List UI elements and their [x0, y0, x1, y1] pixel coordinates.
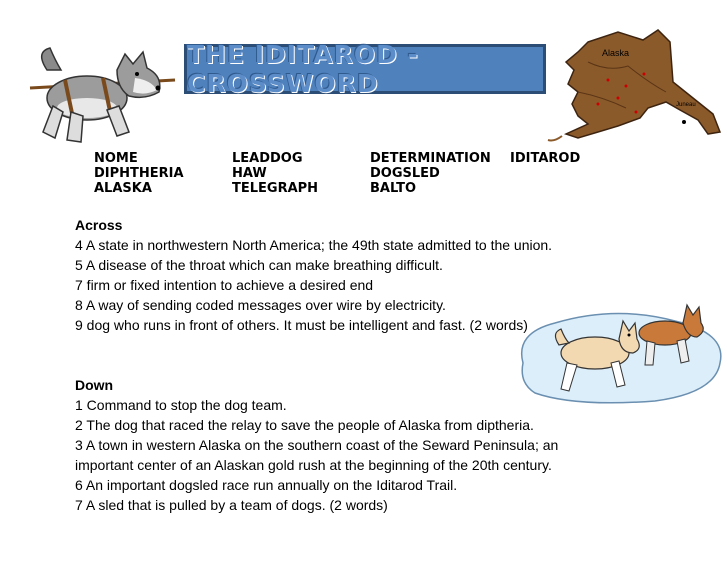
husky-dog-icon — [25, 40, 175, 150]
word-bank-item: NOME — [94, 151, 138, 166]
clue-item: 7 firm or fixed intention to achieve a desired end — [75, 277, 374, 293]
clue-item: 4 A state in northwestern North America; the 49th state admitted to the union. — [75, 237, 553, 253]
page-title: THE IDITAROD - CROSSWORD — [187, 40, 419, 98]
clue-item: 1 Command to stop the dog team. — [75, 397, 287, 413]
word-bank-item: DETERMINATION — [370, 151, 491, 166]
down-heading: Down — [75, 377, 114, 393]
clue-item: 6 An important dogsled race run annually on the Iditarod Trail. — [75, 477, 458, 493]
word-bank-column-4 — [510, 151, 580, 166]
word-bank-column-3 — [370, 151, 491, 196]
word-bank-item: BALTO — [370, 181, 417, 196]
word-bank-item: LEADDOG — [232, 151, 303, 166]
clue-item: 9 dog who runs in front of others. It must be intelligent and fast. (2 words) — [75, 317, 528, 333]
word-bank-item: DOGSLED — [370, 166, 440, 181]
map-label-alaska: Alaska — [602, 48, 630, 58]
alaska-map-icon — [548, 22, 723, 147]
word-bank-column-1 — [94, 151, 184, 196]
word-bank-item: TELEGRAPH — [232, 181, 319, 196]
word-bank-item: DIPHTHERIA — [94, 166, 184, 181]
clue-item: 5 A disease of the throat which can make breathing difficult. — [75, 257, 443, 273]
across-heading: Across — [75, 217, 123, 233]
title-banner — [184, 40, 546, 98]
clue-item: 3 A town in western Alaska on the southern coast of the Seward Peninsula; an — [75, 437, 559, 453]
clue-item: 8 A way of sending coded messages over wire by electricity. — [75, 297, 446, 313]
down-clues — [75, 375, 675, 515]
word-bank-item: IDITAROD — [510, 151, 581, 166]
clue-item: 7 A sled that is pulled by a team of dogs. (2 words) — [75, 497, 388, 513]
clue-item: important center of an Alaskan gold rush at the beginning of the 20th century. — [75, 457, 552, 473]
word-bank-column-2 — [232, 151, 318, 196]
word-bank-item: HAW — [232, 166, 267, 181]
map-label-juneau: Juneau — [676, 102, 696, 108]
word-bank-item: ALASKA — [94, 181, 152, 196]
clue-item: 2 The dog that raced the relay to save the people of Alaska from diptheria. — [75, 417, 534, 433]
